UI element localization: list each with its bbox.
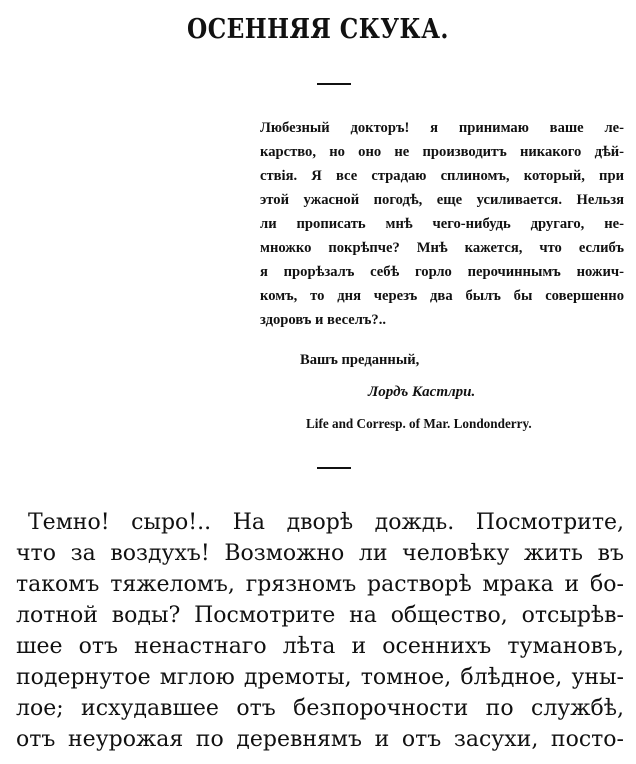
epigraph (260, 116, 624, 332)
epigraph-line: ли прописать мнѣ чего-нибудь другаго, не- (260, 216, 624, 232)
body-line: подернутое мглою дремоты, томное, блѣдное, уны- (16, 665, 624, 690)
epigraph-line: комъ, то дня черезъ два былъ бы совершенно (260, 288, 624, 304)
epigraph-closing: Вашъ преданный, (300, 352, 420, 368)
epigraph-line: здоровъ и веселъ?.. (260, 312, 387, 328)
epigraph-line: Любезный докторъ! я принимаю ваше ле- (260, 120, 624, 136)
epigraph-line: ствія. Я все страдаю сплиномъ, который, при (260, 168, 624, 184)
epigraph-source: Life and Corresp. of Mar. Londonderry. (306, 416, 532, 431)
epigraph-signature: Лордъ Кастлри. (368, 384, 476, 400)
chapter-title: ОСЕННЯЯ СКУКА. (187, 14, 449, 45)
body-line: лое; исхудавшее отъ безпорочности по службѣ, (16, 696, 624, 721)
body-line: Темно! сыро!.. На дворѣ дождь. Посмотрите, (28, 510, 624, 535)
epigraph-line: этой ужасной погодѣ, еще усиливается. Нельзя (260, 192, 624, 208)
separator-rule-top (317, 83, 351, 85)
body-line: лотной воды? Посмотрите на общество, отсырѣв- (16, 603, 624, 628)
body-line: шее отъ ненастнаго лѣта и осеннихъ тумановъ, (16, 634, 624, 659)
epigraph-line: я прорѣзалъ себѣ горло перочиннымъ ножич- (260, 264, 624, 280)
epigraph-line: карство, но оно не производитъ никакого дѣй- (260, 144, 624, 160)
separator-rule-bottom (317, 467, 351, 469)
body-line: такомъ тяжеломъ, грязномъ растворѣ мрака и бо- (16, 572, 624, 597)
body-paragraph (16, 507, 624, 755)
body-line: отъ неурожая по деревнямъ и отъ засухи, посто- (16, 727, 624, 752)
body-line: что за воздухъ! Возможно ли человѣку жить въ (16, 541, 624, 566)
epigraph-line: множко покрѣпче? Мнѣ кажется, что еслибъ (260, 240, 624, 256)
